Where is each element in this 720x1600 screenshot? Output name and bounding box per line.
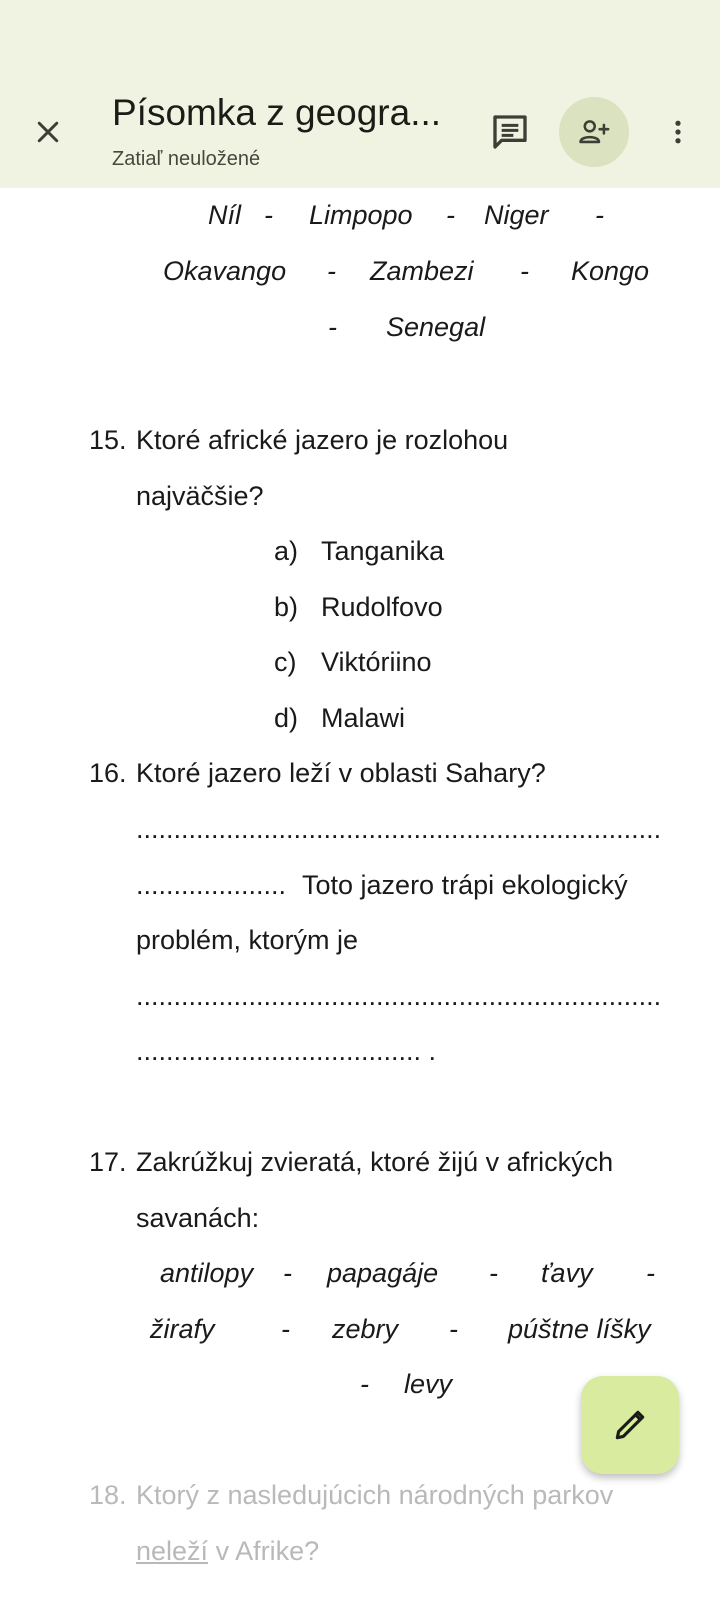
river-zambezi: Zambezi — [370, 256, 474, 286]
question-17-text: Zakrúžkuj zvieratá, ktoré žijú v afrických — [136, 1147, 614, 1177]
question-number: 17. — [89, 1147, 127, 1177]
edit-pencil-icon — [611, 1406, 649, 1444]
close-button[interactable] — [24, 108, 72, 156]
dash: - — [646, 1258, 655, 1288]
animal-option: levy — [404, 1369, 453, 1399]
question-17-text-cont: savanách: — [136, 1203, 260, 1233]
comment-icon — [490, 112, 530, 152]
question-16-text-cont: Toto jazero trápi ekologický — [302, 870, 628, 900]
dash: - — [446, 200, 455, 230]
dash: - — [281, 1314, 290, 1344]
animal-option: púštne líšky — [508, 1314, 651, 1344]
answer-dots: ...................................................................... — [136, 814, 662, 844]
option-text: Rudolfovo — [321, 592, 443, 622]
dash: - — [489, 1258, 498, 1288]
river-okavango: Okavango — [163, 256, 287, 286]
option-letter: a) — [274, 536, 299, 566]
comments-button[interactable] — [486, 108, 534, 156]
dash: - — [328, 312, 337, 342]
animal-option: zebry — [332, 1314, 399, 1344]
answer-dots: ...................................... . — [136, 1036, 437, 1066]
river-nil: Níl — [208, 200, 241, 230]
close-icon — [33, 117, 63, 147]
dash: - — [360, 1369, 369, 1399]
dash: - — [449, 1314, 458, 1344]
question-number: 16. — [89, 758, 127, 788]
river-niger: Niger — [484, 200, 549, 230]
document-title[interactable]: Písomka z geogra... — [112, 92, 442, 133]
top-app-bar — [0, 0, 720, 188]
dash: - — [520, 256, 529, 286]
answer-dots: .................... — [136, 870, 287, 900]
question-16-text: Ktoré jazero leží v oblasti Sahary? — [136, 758, 546, 788]
animal-option: papagáje — [327, 1258, 439, 1288]
option-letter: c) — [274, 647, 297, 677]
option-letter: b) — [274, 592, 299, 622]
option-text: Tanganika — [321, 536, 445, 566]
more-vert-icon — [663, 117, 693, 147]
option-letter: d) — [274, 703, 299, 733]
save-status: Zatiaľ neuložené — [112, 148, 261, 170]
dash: - — [595, 200, 604, 230]
edit-fab-button[interactable] — [581, 1376, 679, 1474]
question-15-text-cont: najväčšie? — [136, 481, 264, 511]
add-person-icon — [577, 115, 611, 149]
question-18-text-cont: neleží v Afrike? — [136, 1536, 320, 1566]
animal-option: žirafy — [150, 1314, 215, 1344]
dash: - — [264, 200, 273, 230]
dash: - — [327, 256, 336, 286]
river-limpopo: Limpopo — [309, 200, 413, 230]
river-kongo: Kongo — [571, 256, 650, 286]
river-senegal: Senegal — [386, 312, 486, 342]
option-text: Viktóriino — [321, 647, 432, 677]
question-16-text-cont: problém, ktorým je — [136, 925, 359, 955]
more-options-button[interactable] — [654, 108, 702, 156]
answer-dots: ...................................................................... — [136, 981, 662, 1011]
share-button[interactable] — [559, 97, 629, 167]
animal-option: antilopy — [160, 1258, 254, 1288]
question-number: 15. — [89, 425, 127, 455]
underlined-word: neleží — [136, 1536, 209, 1566]
animal-option: ťavy — [541, 1258, 593, 1288]
question-number: 18. — [89, 1480, 127, 1510]
option-text: Malawi — [321, 703, 406, 733]
question-18-text: Ktorý z nasledujúcich národných parkov — [136, 1480, 614, 1510]
dash: - — [283, 1258, 292, 1288]
question-15-text: Ktoré africké jazero je rozlohou — [136, 425, 509, 455]
